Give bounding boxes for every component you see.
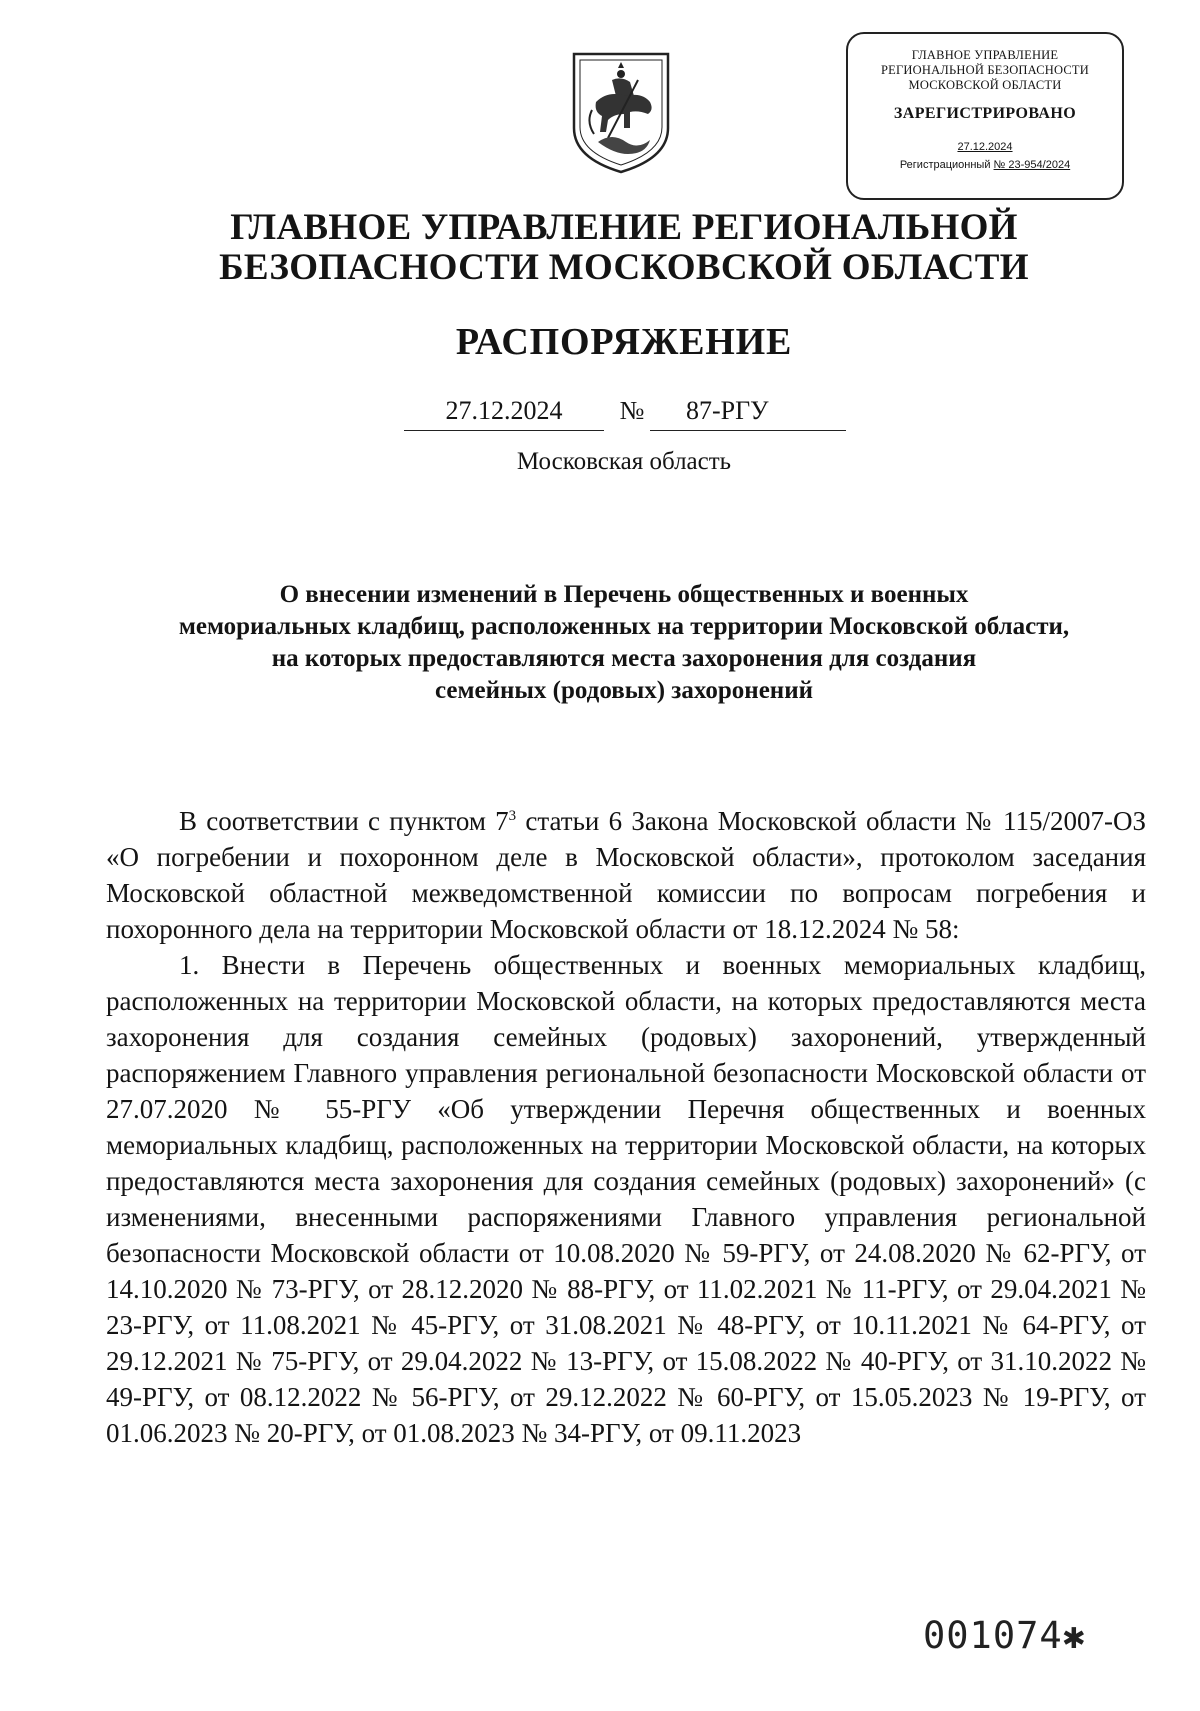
stamp-number-value: № 23-954/2024 — [993, 159, 1071, 171]
document-type: РАСПОРЯЖЕНИЕ — [455, 321, 793, 363]
stamp-org-line: МОСКОВСКОЙ ОБЛАСТИ — [908, 78, 1062, 92]
title-line: О внесении изменений в Перечень общественных и военных — [279, 581, 969, 608]
document-number: 87-РГУ — [650, 396, 846, 431]
number-sign: № — [619, 396, 645, 425]
agency-line: ГЛАВНОЕ УПРАВЛЕНИЕ РЕГИОНАЛЬНОЙ — [230, 207, 1018, 248]
stamp-date: 27.12.2024 — [957, 141, 1013, 153]
stamp-org-line: ГЛАВНОЕ УПРАВЛЕНИЕ — [911, 48, 1059, 62]
body-paragraph — [106, 803, 1146, 947]
body-paragraph: 1. Внести в Перечень общественных и военных мемориальных кладбищ, расположенных на территории Московской области, на которых предоставляются места захоронения для создания семейных (родовых) захоронений, утвержденный распоряжением Главного управления региональной безопасности Московской области от 27.07.2020 № 55-РГУ «Об утверждении Перечня общественных и военных мемориальных кладбищ, расположенных на территории Московской области, на которых предоставляются места захоронения для создания семейных (родовых) захоронений» (с изменениями, внесенными распоряжениями Главного управления региональной безопасности Московской области от 10.08.2020 № 59-РГУ, от 24.08.2020 № 62-РГУ, от 14.10.2020 № 73-РГУ, от 28.12.2020 № 88-РГУ, от 11.02.2021 № 11-РГУ, от 29.04.2021 № 23-РГУ, от 11.08.2021 № 45-РГУ, от 31.08.2021 № 48-РГУ, от 10.11.2021 № 64-РГУ, от 29.12.2021 № 75-РГУ, от 29.04.2022 № 13-РГУ, от 15.08.2022 № 40-РГУ, от 31.10.2022 № 49-РГУ, от 08.12.2022 № 56-РГУ, от 29.12.2022 № 60-РГУ, от 15.05.2023 № 19-РГУ, от 01.06.2023 № 20-РГУ, от 01.08.2023 № 34-РГУ, от 09.11.2023 — [106, 950, 1146, 1448]
superscript: 3 — [508, 808, 517, 824]
coat-of-arms-icon — [568, 50, 674, 176]
paragraph-text: статьи 6 Закона Московской области № 115/2007-ОЗ «О погребении и похоронном деле в Московской области», протоколом заседания Московской областной межведомственной комиссии по вопросам погребения и похоронного дела на территории Московской области от 18.12.2024 № 58: — [106, 806, 1146, 944]
agency-line: БЕЗОПАСНОСТИ МОСКОВСКОЙ ОБЛАСТИ — [219, 247, 1029, 288]
document-title — [0, 579, 1200, 707]
agency-name — [0, 208, 1200, 288]
stamp-number — [848, 159, 1122, 171]
document-date: 27.12.2024 — [404, 396, 604, 431]
title-line: на которых предоставляются места захоронения для создания — [271, 645, 977, 672]
serial-number: 001074✱ — [923, 1614, 1086, 1657]
stamp-number-prefix: Регистрационный — [899, 159, 991, 171]
title-line: семейных (родовых) захоронений — [434, 677, 814, 704]
registration-stamp — [846, 32, 1124, 200]
paragraph-text: В соответствии с пунктом 7 — [179, 806, 509, 836]
stamp-org-line: РЕГИОНАЛЬНОЙ БЕЗОПАСНОСТИ — [880, 63, 1089, 77]
place: Московская область — [516, 448, 732, 475]
stamp-status: ЗАРЕГИСТРИРОВАНО — [893, 105, 1077, 122]
date-number-line — [404, 396, 846, 436]
document-body — [106, 803, 1146, 1451]
title-line: мемориальных кладбищ, расположенных на территории Московской области, — [178, 613, 1070, 640]
